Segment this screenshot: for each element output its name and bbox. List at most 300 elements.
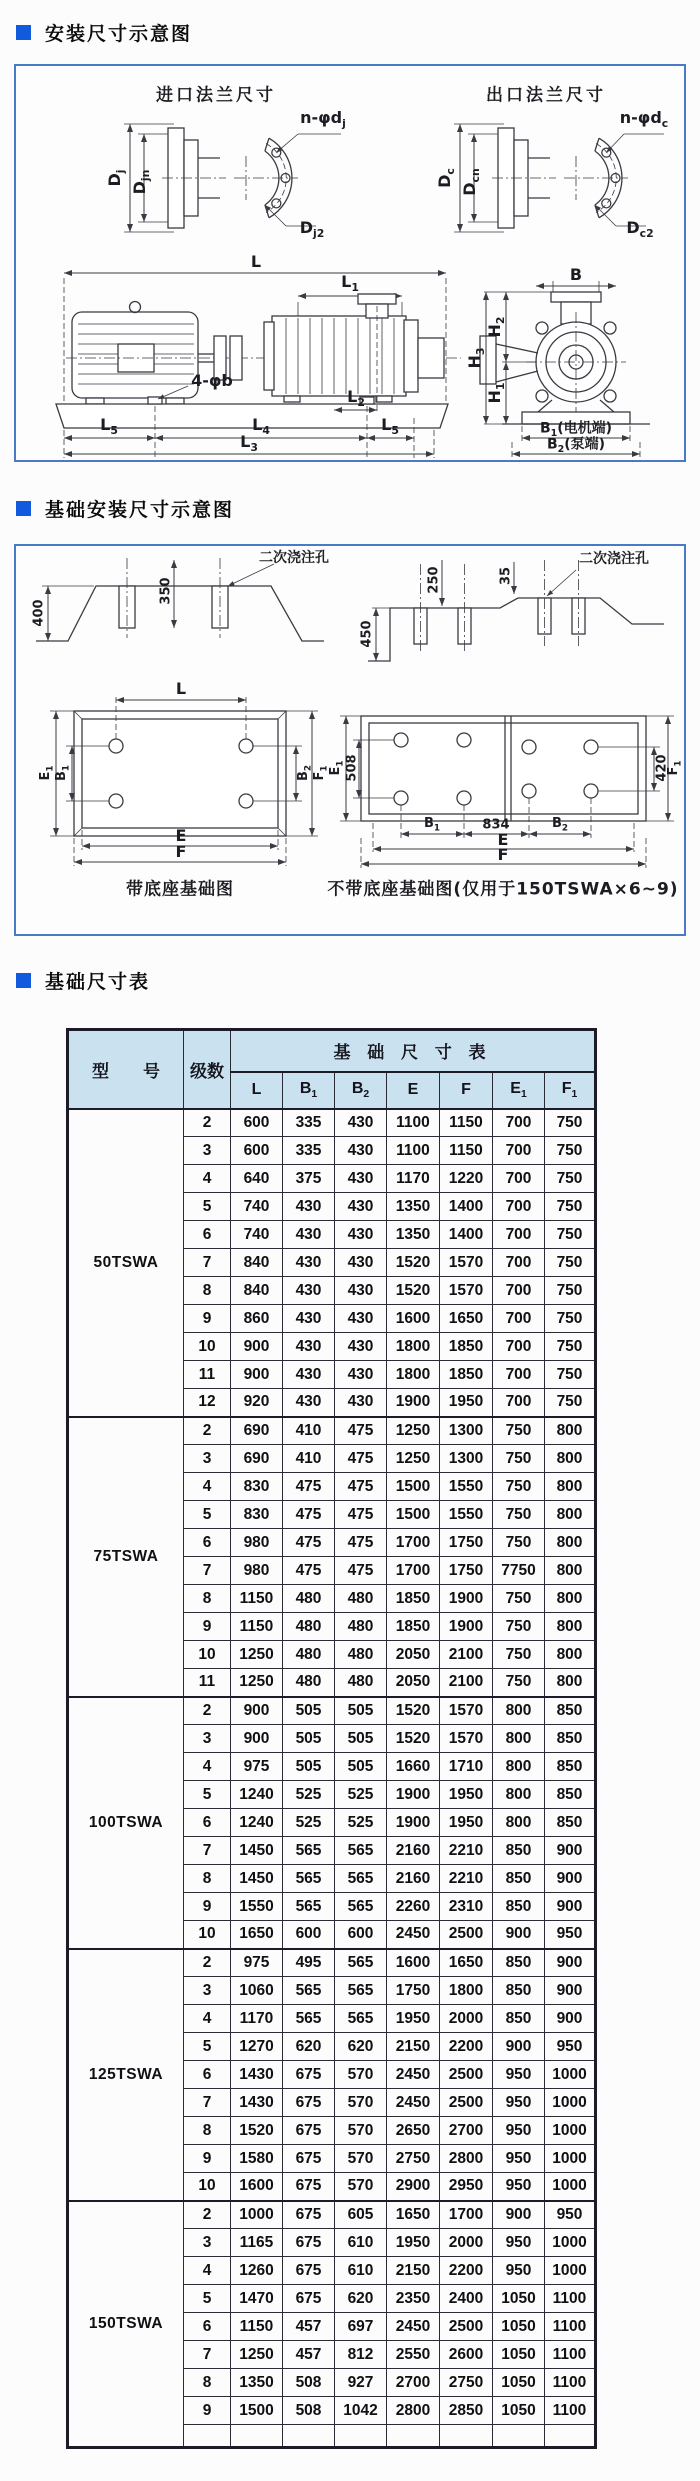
stage-cell: 11 [184, 1361, 231, 1389]
value-cell: 570 [335, 2089, 387, 2117]
value-cell: 2260 [387, 1893, 440, 1921]
value-cell: 565 [283, 1977, 335, 2005]
column-header-e1: $E_1$ [493, 1072, 545, 1109]
value-cell: 475 [283, 1501, 335, 1529]
value-cell: 430 [335, 1109, 387, 1137]
value-cell: 565 [283, 1837, 335, 1865]
value-cell: 1170 [231, 2005, 283, 2033]
dim-label-h3: $H_3$ [464, 347, 488, 369]
stage-cell: 4 [184, 2257, 231, 2285]
model-cell: 125TSWA [68, 1949, 184, 2201]
value-cell: 1150 [440, 1137, 493, 1165]
value-cell: 1350 [387, 1221, 440, 1249]
value-cell: 800 [545, 1501, 596, 1529]
model-cell: 50TSWA [68, 1109, 184, 1417]
empty-cell [184, 2425, 231, 2448]
stage-cell: 8 [184, 1277, 231, 1305]
stage-cell: 4 [184, 1753, 231, 1781]
plan2-dim-f: F [497, 845, 509, 864]
value-cell: 480 [335, 1585, 387, 1613]
value-cell: 610 [335, 2229, 387, 2257]
plan2-dim-420: 420 [654, 754, 670, 782]
value-cell: 430 [283, 1193, 335, 1221]
value-cell: 570 [335, 2117, 387, 2145]
value-cell: 1150 [231, 1613, 283, 1641]
empty-cell [387, 2425, 440, 2448]
stage-cell: 2 [184, 1697, 231, 1725]
dim-label-h1: $H_1$ [484, 382, 508, 404]
value-cell: 565 [335, 1977, 387, 2005]
value-cell: 1550 [231, 1893, 283, 1921]
value-cell: 675 [283, 2201, 335, 2229]
foundation-table-body [68, 1109, 596, 2448]
value-cell: 850 [493, 1977, 545, 2005]
stage-cell: 8 [184, 1865, 231, 1893]
value-cell: 2500 [440, 2061, 493, 2089]
dim-label-dj2: $D_{j2}$ [299, 217, 325, 241]
column-header-model: 型 号 [68, 1030, 184, 1109]
value-cell: 980 [231, 1529, 283, 1557]
value-cell: 950 [493, 2173, 545, 2201]
value-cell: 800 [545, 1641, 596, 1669]
value-cell: 475 [335, 1529, 387, 1557]
blue-square-bullet-icon [16, 25, 31, 40]
value-cell: 1900 [387, 1809, 440, 1837]
dim-label-djn: $D_{jn}$ [129, 169, 153, 195]
section-header-foundation [16, 494, 700, 522]
foundation-diagram-svg [16, 546, 678, 934]
callout-pour-hole-right: 二次浇注孔 [579, 551, 649, 567]
value-cell: 1000 [545, 2257, 596, 2285]
column-header-b2: $B_2$ [335, 1072, 387, 1109]
value-cell: 950 [493, 2229, 545, 2257]
value-cell: 1450 [231, 1865, 283, 1893]
value-cell: 750 [493, 1501, 545, 1529]
value-cell: 1520 [387, 1725, 440, 1753]
value-cell: 900 [231, 1361, 283, 1389]
value-cell: 1050 [493, 2397, 545, 2425]
column-header-l: L [231, 1072, 283, 1109]
value-cell: 850 [493, 1865, 545, 1893]
value-cell: 1400 [440, 1221, 493, 1249]
value-cell: 1350 [387, 1193, 440, 1221]
plan2-dim-b1: $B_1$ [423, 815, 441, 834]
value-cell: 1400 [440, 1193, 493, 1221]
value-cell: 1250 [387, 1445, 440, 1473]
section-title-table: 基础尺寸表 [45, 971, 151, 993]
value-cell: 480 [283, 1641, 335, 1669]
value-cell: 950 [545, 2201, 596, 2229]
value-cell: 800 [545, 1585, 596, 1613]
value-cell: 565 [283, 1893, 335, 1921]
value-cell: 430 [283, 1277, 335, 1305]
value-cell: 675 [283, 2117, 335, 2145]
dim-label-h2: $H_2$ [484, 316, 508, 338]
value-cell: 900 [545, 1977, 596, 2005]
value-cell: 1050 [493, 2369, 545, 2397]
value-cell: 1900 [440, 1585, 493, 1613]
stage-cell: 10 [184, 1333, 231, 1361]
value-cell: 475 [335, 1445, 387, 1473]
foundation-diagram-box [14, 544, 686, 936]
stage-cell: 2 [184, 1109, 231, 1137]
value-cell: 565 [283, 1865, 335, 1893]
column-header-b1: $B_1$ [283, 1072, 335, 1109]
value-cell: 430 [335, 1305, 387, 1333]
caption-with-base: 带底座基础图 [126, 879, 234, 900]
value-cell: 2700 [387, 2369, 440, 2397]
value-cell: 480 [283, 1669, 335, 1697]
value-cell: 800 [545, 1445, 596, 1473]
value-cell: 430 [283, 1305, 335, 1333]
value-cell: 1300 [440, 1445, 493, 1473]
value-cell: 480 [283, 1613, 335, 1641]
value-cell: 700 [493, 1193, 545, 1221]
value-cell: 600 [231, 1109, 283, 1137]
value-cell: 850 [545, 1809, 596, 1837]
dim-label-b: B [569, 265, 583, 284]
value-cell: 830 [231, 1501, 283, 1529]
value-cell: 2750 [440, 2369, 493, 2397]
value-cell: 1165 [231, 2229, 283, 2257]
value-cell: 750 [493, 1585, 545, 1613]
value-cell: 675 [283, 2257, 335, 2285]
value-cell: 1060 [231, 1977, 283, 2005]
value-cell: 1050 [493, 2313, 545, 2341]
value-cell: 480 [335, 1641, 387, 1669]
stage-cell: 8 [184, 2117, 231, 2145]
value-cell: 2200 [440, 2257, 493, 2285]
value-cell: 750 [545, 1165, 596, 1193]
value-cell: 1520 [231, 2117, 283, 2145]
value-cell: 1100 [387, 1137, 440, 1165]
value-cell: 1650 [440, 1305, 493, 1333]
value-cell: 475 [283, 1557, 335, 1585]
value-cell: 2310 [440, 1893, 493, 1921]
value-cell: 1050 [493, 2285, 545, 2313]
stage-cell: 2 [184, 1417, 231, 1445]
value-cell: 750 [545, 1249, 596, 1277]
plan2-dim-b2: $B_2$ [551, 815, 569, 834]
value-cell: 430 [335, 1221, 387, 1249]
value-cell: 850 [545, 1753, 596, 1781]
value-cell: 430 [335, 1249, 387, 1277]
value-cell: 1100 [545, 2285, 596, 2313]
value-cell: 1850 [387, 1613, 440, 1641]
value-cell: 508 [283, 2369, 335, 2397]
value-cell: 850 [493, 1837, 545, 1865]
dim-label-350: 350 [158, 577, 174, 605]
column-header-f1: $F_1$ [545, 1072, 596, 1109]
pump-body-drawing [264, 294, 444, 402]
value-cell: 480 [335, 1613, 387, 1641]
stage-cell: 6 [184, 1529, 231, 1557]
section-header-install [16, 18, 700, 46]
empty-cell [335, 2425, 387, 2448]
value-cell: 850 [493, 1893, 545, 1921]
inlet-flange-title: 进口法兰尺寸 [156, 85, 276, 106]
value-cell: 1220 [440, 1165, 493, 1193]
value-cell: 1750 [440, 1557, 493, 1585]
model-cell: 75TSWA [68, 1417, 184, 1697]
value-cell: 1800 [440, 1977, 493, 2005]
plan-dim-e1: $E_1$ [37, 765, 56, 781]
callout-pour-hole-left: 二次浇注孔 [259, 550, 329, 566]
value-cell: 620 [335, 2285, 387, 2313]
value-cell: 2350 [387, 2285, 440, 2313]
value-cell: 2400 [440, 2285, 493, 2313]
value-cell: 950 [493, 2145, 545, 2173]
value-cell: 505 [335, 1697, 387, 1725]
value-cell: 2450 [387, 2313, 440, 2341]
value-cell: 430 [283, 1333, 335, 1361]
value-cell: 675 [283, 2145, 335, 2173]
stage-cell: 3 [184, 1445, 231, 1473]
value-cell: 800 [545, 1529, 596, 1557]
value-cell: 800 [545, 1613, 596, 1641]
value-cell: 600 [231, 1137, 283, 1165]
value-cell: 900 [545, 1893, 596, 1921]
value-cell: 1600 [387, 1949, 440, 1977]
stage-cell: 10 [184, 1921, 231, 1949]
stage-cell: 6 [184, 1809, 231, 1837]
value-cell: 900 [231, 1333, 283, 1361]
value-cell: 1000 [545, 2229, 596, 2257]
value-cell: 620 [283, 2033, 335, 2061]
value-cell: 2100 [440, 1669, 493, 1697]
value-cell: 800 [545, 1473, 596, 1501]
column-header-e: E [387, 1072, 440, 1109]
value-cell: 640 [231, 1165, 283, 1193]
value-cell: 950 [545, 2033, 596, 2061]
value-cell: 410 [283, 1417, 335, 1445]
dim-label-450: 450 [359, 620, 375, 648]
value-cell: 457 [283, 2313, 335, 2341]
value-cell: 1240 [231, 1781, 283, 1809]
value-cell: 430 [335, 1361, 387, 1389]
stage-cell: 9 [184, 1893, 231, 1921]
value-cell: 1270 [231, 2033, 283, 2061]
dim-label-l5-right: $L_5$ [381, 414, 399, 438]
value-cell: 2800 [387, 2397, 440, 2425]
value-cell: 950 [493, 2257, 545, 2285]
stage-cell: 7 [184, 1557, 231, 1585]
value-cell: 1100 [387, 1109, 440, 1137]
dim-label-b1-motor-end: $B_1$(电机端) [539, 420, 613, 440]
value-cell: 610 [335, 2257, 387, 2285]
value-cell: 480 [283, 1585, 335, 1613]
value-cell: 1100 [545, 2313, 596, 2341]
stage-cell: 7 [184, 2089, 231, 2117]
value-cell: 525 [335, 1781, 387, 1809]
value-cell: 2800 [440, 2145, 493, 2173]
value-cell: 850 [545, 1697, 596, 1725]
value-cell: 1650 [440, 1949, 493, 1977]
value-cell: 690 [231, 1417, 283, 1445]
stage-cell: 5 [184, 2285, 231, 2313]
value-cell: 975 [231, 1753, 283, 1781]
section-title-foundation: 基础安装尺寸示意图 [45, 499, 235, 521]
value-cell: 750 [493, 1529, 545, 1557]
stage-cell: 7 [184, 1837, 231, 1865]
plan2-dim-508: 508 [344, 754, 360, 782]
value-cell: 2850 [440, 2397, 493, 2425]
value-cell: 565 [335, 2005, 387, 2033]
value-cell: 900 [545, 1865, 596, 1893]
value-cell: 1900 [440, 1613, 493, 1641]
value-cell: 1570 [440, 1249, 493, 1277]
value-cell: 1260 [231, 2257, 283, 2285]
empty-cell [545, 2425, 596, 2448]
value-cell: 812 [335, 2341, 387, 2369]
value-cell: 950 [545, 1921, 596, 1949]
value-cell: 1750 [387, 1977, 440, 2005]
value-cell: 505 [283, 1753, 335, 1781]
value-cell: 430 [283, 1361, 335, 1389]
dim-label-n-phi-dc: $n-\varphi d_c$ [619, 107, 669, 131]
value-cell: 2500 [440, 2089, 493, 2117]
stage-cell: 9 [184, 2145, 231, 2173]
value-cell: 850 [545, 1725, 596, 1753]
value-cell: 1570 [440, 1277, 493, 1305]
value-cell: 430 [335, 1333, 387, 1361]
value-cell: 1250 [387, 1417, 440, 1445]
dim-label-35: 35 [498, 566, 514, 586]
value-cell: 1850 [440, 1333, 493, 1361]
value-cell: 700 [493, 1333, 545, 1361]
value-cell: 2150 [387, 2033, 440, 2061]
stage-cell: 7 [184, 2341, 231, 2369]
value-cell: 700 [493, 1221, 545, 1249]
value-cell: 335 [283, 1109, 335, 1137]
column-header-f: F [440, 1072, 493, 1109]
dim-label-400: 400 [31, 599, 47, 627]
value-cell: 525 [283, 1809, 335, 1837]
table-row [68, 1697, 596, 1725]
value-cell: 750 [545, 1221, 596, 1249]
value-cell: 2150 [387, 2257, 440, 2285]
value-cell: 1430 [231, 2061, 283, 2089]
plan2-dim-e: E [497, 830, 509, 849]
value-cell: 1850 [387, 1585, 440, 1613]
value-cell: 600 [283, 1921, 335, 1949]
value-cell: 1660 [387, 1753, 440, 1781]
dim-label-250: 250 [426, 566, 442, 594]
dim-label-dj: $D_j$ [104, 169, 128, 187]
value-cell: 2600 [440, 2341, 493, 2369]
value-cell: 900 [493, 2201, 545, 2229]
plan2-dim-e1: $E_1$ [327, 760, 346, 776]
value-cell: 1150 [231, 2313, 283, 2341]
value-cell: 2000 [440, 2229, 493, 2257]
plan-dim-l: L [175, 679, 187, 698]
value-cell: 900 [231, 1697, 283, 1725]
value-cell: 1000 [545, 2145, 596, 2173]
value-cell: 2450 [387, 2061, 440, 2089]
value-cell: 1500 [387, 1501, 440, 1529]
value-cell: 1850 [440, 1361, 493, 1389]
value-cell: 1100 [545, 2369, 596, 2397]
stage-cell: 10 [184, 2173, 231, 2201]
dim-label-l3: $L_3$ [240, 431, 258, 455]
value-cell: 900 [545, 2005, 596, 2033]
value-cell: 2210 [440, 1865, 493, 1893]
value-cell: 1250 [231, 1641, 283, 1669]
value-cell: 740 [231, 1221, 283, 1249]
value-cell: 675 [283, 2173, 335, 2201]
value-cell: 1042 [335, 2397, 387, 2425]
value-cell: 475 [335, 1473, 387, 1501]
value-cell: 2950 [440, 2173, 493, 2201]
value-cell: 697 [335, 2313, 387, 2341]
value-cell: 335 [283, 1137, 335, 1165]
table-header-row [68, 1030, 596, 1072]
value-cell: 750 [545, 1361, 596, 1389]
value-cell: 565 [335, 1893, 387, 1921]
foundation-left-profile [36, 558, 324, 641]
value-cell: 1950 [440, 1389, 493, 1417]
value-cell: 1450 [231, 1837, 283, 1865]
value-cell: 700 [493, 1305, 545, 1333]
value-cell: 675 [283, 2229, 335, 2257]
stage-cell: 5 [184, 1501, 231, 1529]
inlet-bolt-circle [234, 134, 341, 226]
value-cell: 475 [283, 1473, 335, 1501]
value-cell: 1550 [440, 1501, 493, 1529]
value-cell: 800 [545, 1417, 596, 1445]
value-cell: 1000 [545, 2061, 596, 2089]
plan-dim-f: F [175, 842, 187, 861]
value-cell: 1150 [440, 1109, 493, 1137]
value-cell: 1570 [440, 1725, 493, 1753]
value-cell: 750 [545, 1109, 596, 1137]
value-cell: 750 [493, 1473, 545, 1501]
table-row [68, 1949, 596, 1977]
value-cell: 1350 [231, 2369, 283, 2397]
value-cell: 1170 [387, 1165, 440, 1193]
value-cell: 2050 [387, 1641, 440, 1669]
motor-drawing [72, 302, 198, 405]
value-cell: 2160 [387, 1837, 440, 1865]
stage-cell: 2 [184, 2201, 231, 2229]
stage-cell: 10 [184, 1641, 231, 1669]
value-cell: 505 [335, 1753, 387, 1781]
value-cell: 830 [231, 1473, 283, 1501]
stage-cell: 3 [184, 1977, 231, 2005]
value-cell: 900 [231, 1725, 283, 1753]
value-cell: 430 [335, 1389, 387, 1417]
value-cell: 525 [335, 1809, 387, 1837]
value-cell: 2160 [387, 1865, 440, 1893]
value-cell: 675 [283, 2089, 335, 2117]
value-cell: 850 [493, 1949, 545, 1977]
value-cell: 800 [493, 1753, 545, 1781]
stage-cell: 8 [184, 1585, 231, 1613]
value-cell: 675 [283, 2061, 335, 2089]
value-cell: 1500 [231, 2397, 283, 2425]
empty-cell [440, 2425, 493, 2448]
value-cell: 1240 [231, 1809, 283, 1837]
value-cell: 700 [493, 1389, 545, 1417]
column-header-stages: 级数 [184, 1030, 231, 1109]
stage-cell: 3 [184, 1725, 231, 1753]
value-cell: 800 [493, 1781, 545, 1809]
value-cell: 750 [545, 1137, 596, 1165]
value-cell: 1000 [545, 2173, 596, 2201]
value-cell: 1800 [387, 1361, 440, 1389]
stage-cell: 6 [184, 2313, 231, 2341]
value-cell: 565 [283, 2005, 335, 2033]
